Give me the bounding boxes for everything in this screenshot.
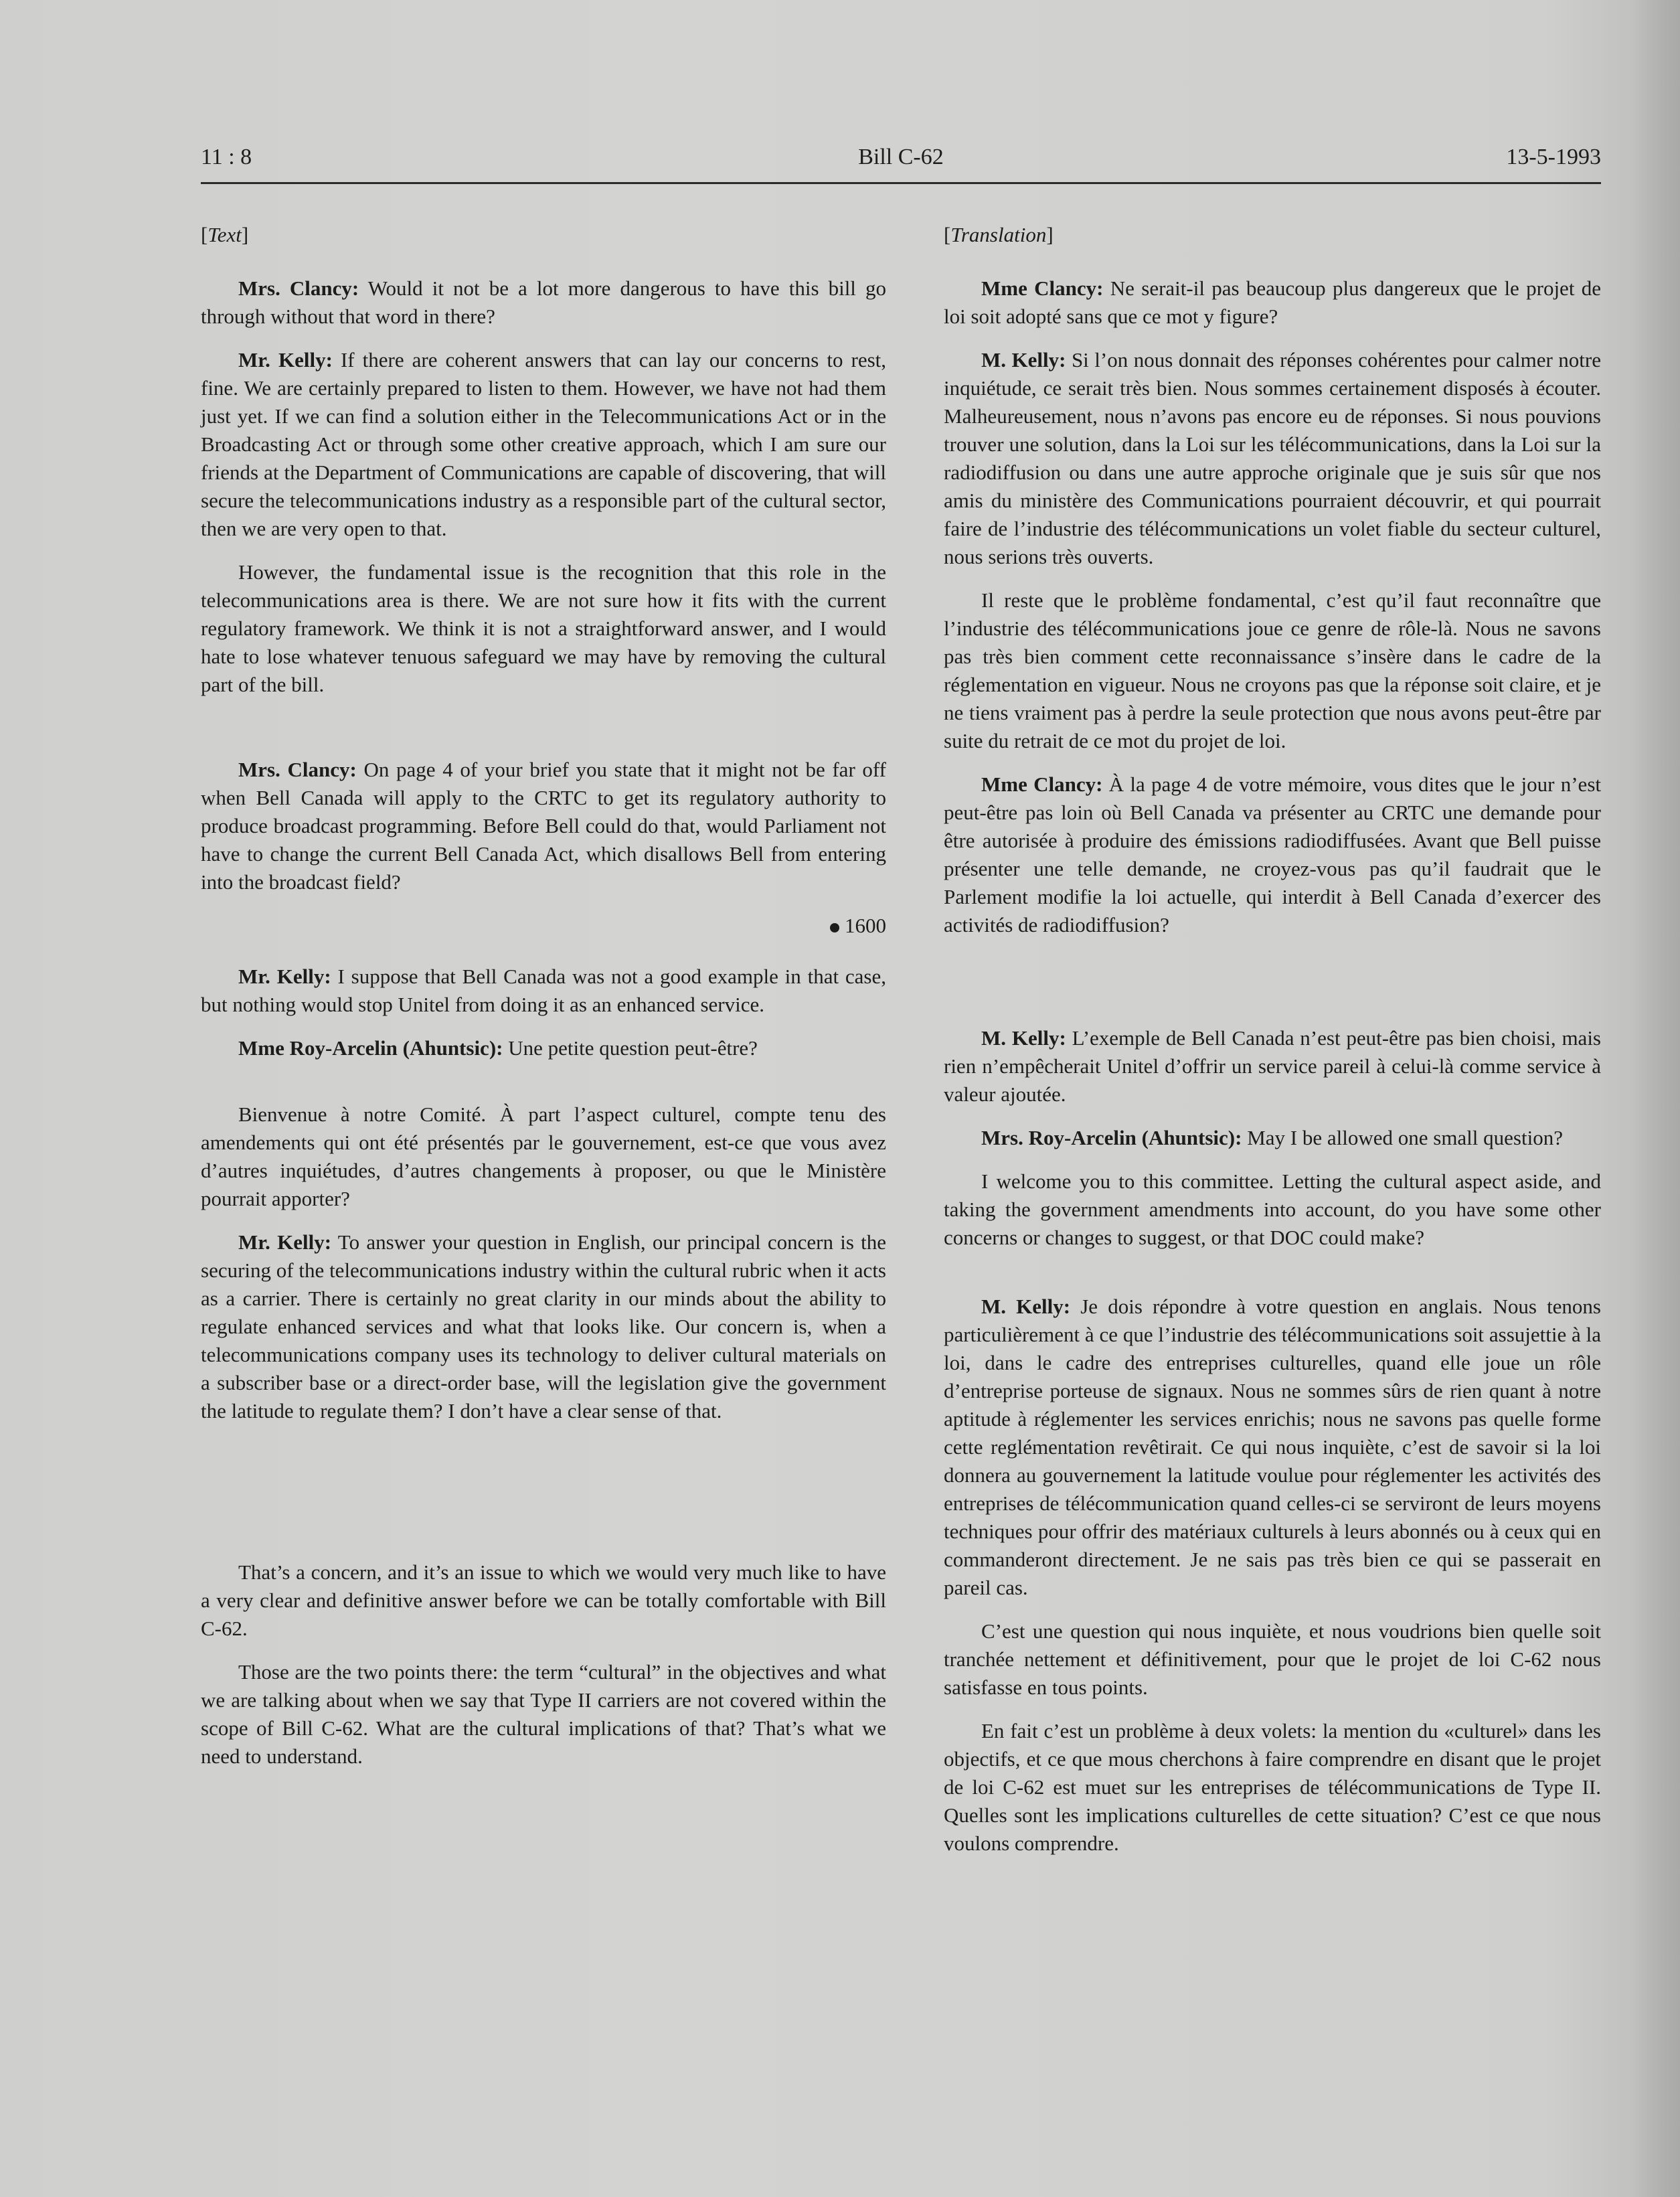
paragraph-text: Si l’on nous donnait des réponses cohérentes pour calmer notre inquiétude, ce serait très bien. Nous sommes certainement disposés à écouter. Malheureusement, nous n’avons pas encore eu de réponses. Si nous pouvions trouver une solution, dans la Loi sur les télécommunications, dans la Loi sur la radiodiffusion ou dans une autre approche originale que je suis sûr que nos amis du ministère des Communications pourraient découvrir, et qui pourrait faire de l’industrie des télécommunications un volet fiable du secteur culturel, nous serions très ouverts. bbox=[944, 348, 1601, 568]
paragraph-text: En fait c’est un problème à deux volets: la mention du «culturel» dans les objectifs, et ce que mous cherchons à faire comprendre en disant que le projet de loi C-62 est muet sur les entreprises de télécommunications de Type II. Quelles sont les implications culturelles de cette situation? C’est ce que nous voulons comprendre. bbox=[944, 1719, 1601, 1855]
speaker-name: M. Kelly: bbox=[981, 348, 1066, 372]
paragraph-text: However, the fundamental issue is the recognition that this role in the telecommunications area is there. We are not sure how it fits with the current regulatory framework. We think it is not a straightforward answer, and I would hate to lose whatever tenuous safeguard we may have by removing the cultural part of the bill. bbox=[201, 560, 886, 696]
bullet-icon bbox=[830, 923, 839, 932]
speaker-name: Mrs. Clancy: bbox=[238, 758, 357, 781]
speaker-name: Mrs. Roy-Arcelin (Ahuntsic): bbox=[981, 1126, 1242, 1149]
transcript-paragraph bbox=[944, 770, 1601, 939]
speaker-name: Mrs. Clancy: bbox=[238, 276, 359, 300]
session-date: 13-5-1993 bbox=[1506, 145, 1601, 169]
paragraph-text: Those are the two points there: the term “cultural” in the objectives and what we are talking about when we say that Type II carriers are not covered within the scope of Bill C-62. What are the cultural implications of that? That’s what we need to understand. bbox=[201, 1660, 886, 1768]
bill-title: Bill C-62 bbox=[858, 145, 944, 169]
speaker-name: Mme Clancy: bbox=[981, 276, 1104, 300]
transcript-paragraph bbox=[201, 274, 886, 331]
paragraph-text: That’s a concern, and it’s an issue to which we would very much like to have a very clear and definitive answer before we can be totally comfortable with Bill C-62. bbox=[201, 1560, 886, 1640]
transcript-paragraph bbox=[201, 1658, 886, 1771]
paragraph-text: Une petite question peut-être? bbox=[503, 1036, 758, 1060]
transcript-paragraph bbox=[944, 1293, 1601, 1602]
paragraph-text: To answer your question in English, our principal concern is the securing of the telecommunications industry within the cultural rubric when it acts as a carrier. There is certainly no great clarity in our minds about the ability to regulate enhanced services and what that looks like. Our concern is, when a telecommunications company uses its technology to deliver cultural materials on a subscriber base or a direct-order base, will the legislation give the government the latitude to regulate them? I don’t have a clear sense of that. bbox=[201, 1230, 887, 1422]
transcript-paragraph bbox=[201, 1101, 886, 1213]
speaker-name: Mr. Kelly: bbox=[238, 348, 333, 372]
transcript-paragraph bbox=[944, 1024, 1601, 1109]
paragraph-text: C’est une question qui nous inquiète, et nous voudrions bien quelle soit tranchée nettement et définitivement, pour que le projet de loi C-62 nous satisfasse en tous points. bbox=[944, 1619, 1601, 1699]
transcript-paragraph bbox=[944, 346, 1601, 571]
french-column bbox=[944, 221, 1601, 1873]
page-header bbox=[201, 145, 1601, 181]
time-marker: 1600 bbox=[201, 912, 886, 940]
transcript-paragraph bbox=[201, 963, 886, 1019]
paragraph-text: Ne serait-il pas beaucoup plus dangereux que le projet de loi soit adopté sans que ce mot y figure? bbox=[944, 276, 1601, 328]
transcript-paragraph bbox=[201, 346, 886, 543]
english-column bbox=[201, 221, 886, 1786]
transcript-paragraph bbox=[201, 558, 886, 699]
header-rule bbox=[201, 182, 1601, 184]
transcript-paragraph bbox=[944, 1617, 1601, 1702]
transcript-paragraph bbox=[201, 1034, 886, 1062]
page-number: 11 : 8 bbox=[201, 145, 252, 169]
speaker-name: Mme Clancy: bbox=[981, 772, 1103, 796]
language-label: [Text] bbox=[201, 223, 249, 246]
transcript-paragraph bbox=[944, 1717, 1601, 1858]
paragraph-text: If there are coherent answers that can lay our concerns to rest, fine. We are certainly prepared to listen to them. However, we have not had them just yet. If we can find a solution either in the Telecommunications Act or in the Broadcasting Act or through some other creative approach, which I am sure our friends at the Department of Communications are capable of discovering, that will secure the telecommunications industry as a responsible part of the cultural sector, then we are very open to that. bbox=[201, 348, 887, 540]
speaker-name: Mr. Kelly: bbox=[238, 1230, 332, 1254]
transcript-paragraph bbox=[944, 274, 1601, 331]
paragraph-text: May I be allowed one small question? bbox=[1242, 1126, 1563, 1149]
transcript-paragraph bbox=[944, 586, 1601, 755]
paragraph-text: Il reste que le problème fondamental, c’est qu’il faut reconnaître que l’industrie des télécommunications joue ce genre de rôle-là. Nous ne savons pas très bien comment cette reconnaissance s’insère dans le cadre de la réglementation en vigueur. Nous ne croyons pas que la réponse soit claire, et je ne tiens vraiment pas à perdre la seule protection que nous avons peut-être par suite du retrait de ce mot du projet de loi. bbox=[944, 588, 1601, 752]
paragraph-text: L’exemple de Bell Canada n’est peut-être pas bien choisi, mais rien n’empêcherait Unitel d’offrir un service pareil à celui-là comme service à valeur ajoutée. bbox=[944, 1026, 1601, 1106]
transcript-paragraph bbox=[201, 1228, 886, 1425]
paragraph-text: Bienvenue à notre Comité. À part l’aspect culturel, compte tenu des amendements qui ont été présentés par le gouvernement, est-ce que vous avez d’autres inquiétudes, d’autres changements à proposer, ou que le Ministère pourrait apporter? bbox=[201, 1103, 886, 1210]
transcript-paragraph bbox=[944, 1124, 1601, 1152]
speaker-name: M. Kelly: bbox=[981, 1026, 1066, 1050]
paragraph-text: Would it not be a lot more dangerous to have this bill go through without that word in there? bbox=[201, 276, 886, 328]
page-edge-shadow bbox=[1633, 0, 1680, 2197]
paragraph-text: À la page 4 de votre mémoire, vous dites que le jour n’est peut-être pas loin où Bell Canada va présenter au CRTC une demande pour être autorisée à produire des émissions radiodiffusées. Avant que Bell puisse présenter une telle demande, ne croyez-vous pas qu’il faudrait que le Parlement modifie la loi actuelle, qui interdit à Bell Canada d’exercer des activités de radiodiffusion? bbox=[944, 772, 1601, 937]
transcript-paragraph bbox=[201, 1558, 886, 1643]
paragraph-text: I suppose that Bell Canada was not a good example in that case, but nothing would stop Unitel from doing it as an enhanced service. bbox=[201, 965, 886, 1016]
speaker-name: Mme Roy-Arcelin (Ahuntsic): bbox=[238, 1036, 503, 1060]
paragraph-text: On page 4 of your brief you state that it might not be far off when Bell Canada will apply to the CRTC to get its regulatory authority to produce broadcast programming. Before Bell could do that, would Parliament not have to change the current Bell Canada Act, which disallows Bell from entering into the broadcast field? bbox=[201, 758, 887, 894]
language-label: [Translation] bbox=[944, 223, 1054, 246]
transcript-paragraph bbox=[201, 756, 886, 896]
transcript-paragraph bbox=[944, 1167, 1601, 1252]
speaker-name: Mr. Kelly: bbox=[238, 965, 331, 988]
paragraph-text: Je dois répondre à votre question en anglais. Nous tenons particulièrement à ce que l’industrie des télécommunications soit assujettie à la loi, dans le cadre des entreprises culturelles, quand elle joue un rôle d’entreprise porteuse de signaux. Nous ne sommes sûrs de rien quant à notre aptitude à réglementer les services enrichis; nous ne savons pas quelle forme cette reglémentation revêtirait. Ce qui nous inquiète, c’est de savoir si la loi donnera au gouvernement la latitude voulue pour réglementer les activités des entreprises de télécommunication quand celles-ci se serviront de leurs moyens techniques pour offrir des matériaux culturels à leurs abonnés ou à ceux qui en commanderont directement. Je ne sais pas très bien ce qui se passerait en pareil cas. bbox=[944, 1295, 1602, 1599]
paragraph-text: I welcome you to this committee. Letting the cultural aspect aside, and taking the government amendments into account, do you have some other concerns or changes to suggest, or that DOC could make? bbox=[944, 1169, 1601, 1249]
speaker-name: M. Kelly: bbox=[981, 1295, 1071, 1318]
